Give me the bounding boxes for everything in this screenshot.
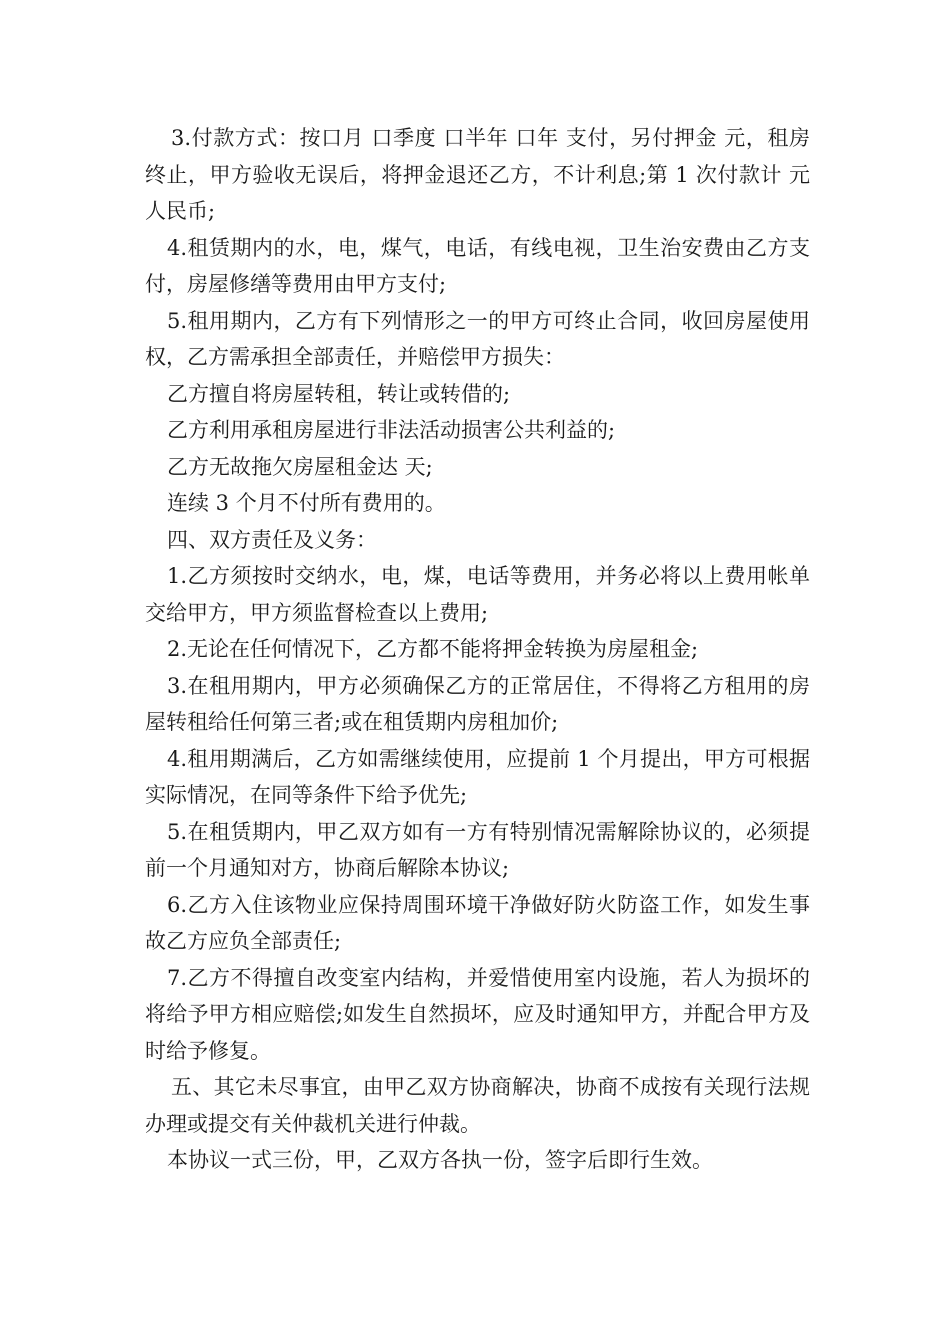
termination-item-unpaid-fees: 连续 3 个月不付所有费用的。 xyxy=(167,491,446,515)
agreement-copies-clause: 本协议一式三份，甲，乙双方各执一份，签字后即行生效。 xyxy=(167,1148,713,1172)
document-body xyxy=(145,120,810,1179)
section-other-matters: 五、其它未尽事宜，由甲乙双方协商解决，协商不成按有关现行法规办理或提交有关仲裁机关进行仲裁。 xyxy=(145,1075,810,1136)
duty-item-4: 4.租用期满后，乙方如需继续使用，应提前 1 个月提出，甲方可根据实际情况，在同等条件下给予优先; xyxy=(145,746,810,807)
clause-utilities: 4.租赁期内的水，电，煤气，电话，有线电视，卫生治安费由乙方支付，房屋修缮等费用由甲方支付; xyxy=(145,235,810,296)
termination-item-illegal-use: 乙方利用承租房屋进行非法活动损害公共利益的; xyxy=(167,418,616,442)
duty-item-7: 7.乙方不得擅自改变室内结构，并爱惜使用室内设施，若人为损坏的将给予甲方相应赔偿;如发生自然损坏，应及时通知甲方，并配合甲方及时给予修复。 xyxy=(145,965,810,1063)
section-heading-responsibilities: 四、双方责任及义务： xyxy=(167,527,377,552)
termination-item-rent-arrears: 乙方无故拖欠房屋租金达 天; xyxy=(167,454,433,479)
duty-item-5: 5.在租赁期内，甲乙双方如有一方有特别情况需解除协议的，必须提前一个月通知对方，协商后解除本协议; xyxy=(145,819,810,880)
duty-item-2: 2.无论在任何情况下，乙方都不能将押金转换为房屋租金; xyxy=(167,637,699,661)
duty-item-6: 6.乙方入住该物业应保持周围环境干净做好防火防盗工作，如发生事故乙方应负全部责任; xyxy=(145,892,810,953)
duty-item-1: 1.乙方须按时交纳水，电，煤，电话等费用，并务必将以上费用帐单交给甲方，甲方须监督检查以上费用; xyxy=(145,564,810,625)
termination-item-sublet: 乙方擅自将房屋转租，转让或转借的; xyxy=(167,381,511,406)
clause-payment-method: 3.付款方式：按口月 口季度 口半年 口年 支付，另付押金 元，租房终止，甲方验收无误后，将押金退还乙方，不计利息;第 1 次付款计 元人民币; xyxy=(145,126,810,223)
duty-item-3: 3.在租用期内，甲方必须确保乙方的正常居住，不得将乙方租用的房屋转租给任何第三者;或在租赁期内房租加价; xyxy=(145,673,810,734)
clause-termination: 5.租用期内，乙方有下列情形之一的甲方可终止合同，收回房屋使用权，乙方需承担全部责任，并赔偿甲方损失： xyxy=(145,308,810,369)
